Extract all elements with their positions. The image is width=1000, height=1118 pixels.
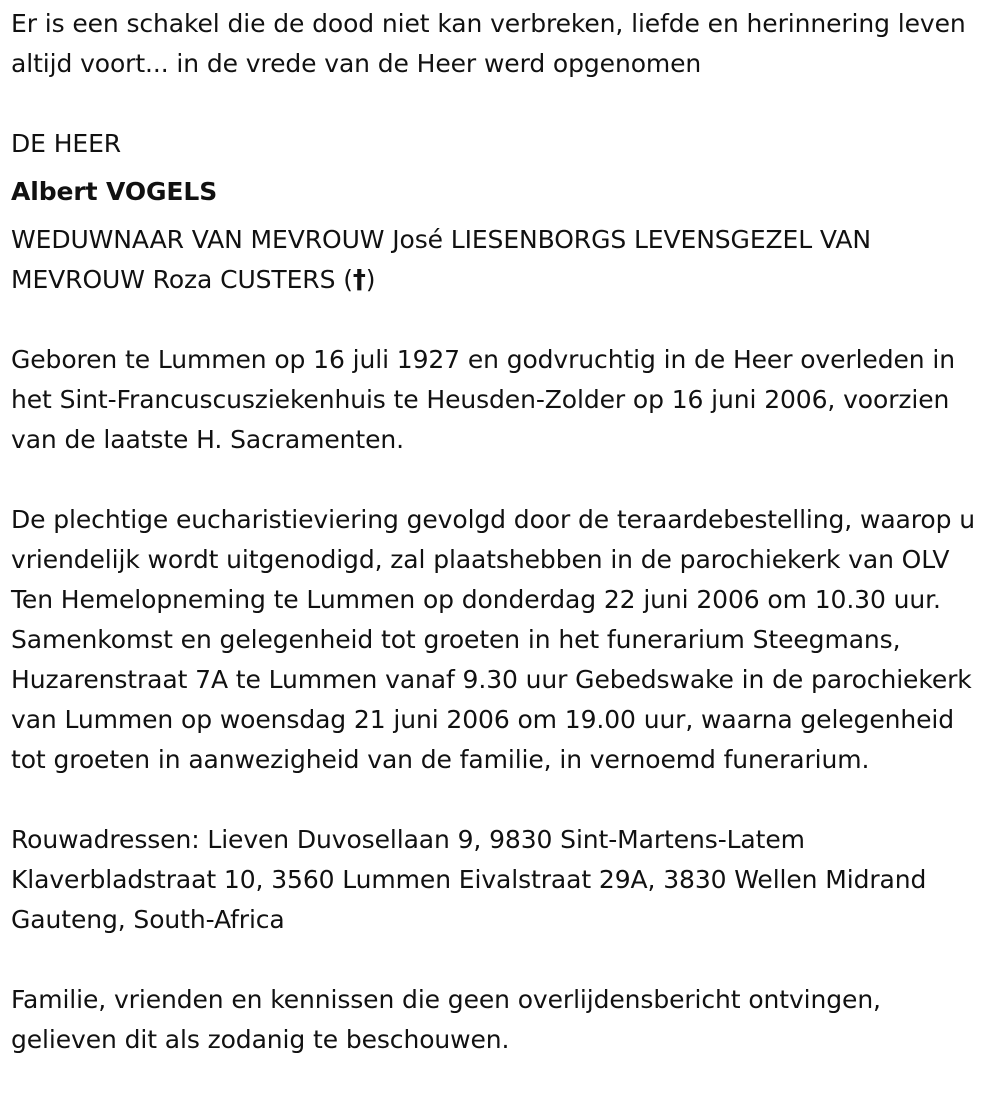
spacer-small	[11, 212, 990, 220]
cross-icon: †	[352, 265, 366, 295]
closing-text: Familie, vrienden en kennissen die geen overlijdensbericht ontvingen, gelieven dit als zodanig te beschouwen.	[11, 985, 881, 1054]
relations-prefix: WEDUWNAAR VAN MEVROUW José LIESENBORGS LEVENSGEZEL VAN MEVROUW Roza CUSTERS (	[11, 225, 871, 294]
spacer	[11, 940, 990, 980]
spacer	[11, 780, 990, 820]
spacer	[11, 84, 990, 124]
birth-death-text: Geboren te Lummen op 16 juli 1927 en godvruchtig in de Heer overleden in het Sint-Francuscusziekenhuis te Heusden-Zolder op 16 juni 2006, voorzien van de laatste H. Sacramenten.	[11, 345, 955, 454]
ceremony-text: De plechtige eucharistieviering gevolgd door de teraardebestelling, waarop u vriendelijk wordt uitgenodigd, zal plaatshebben in de parochiekerk van OLV Ten Hemelopneming te Lummen op donderdag 22 juni 2006 om 10.30 uur. Samenkomst en gelegenheid tot groeten in het funerarium Steegmans, Huzarenstraat 7A te Lummen vanaf 9.30 uur Gebedswake in de parochiekerk van Lummen op woensdag 21 juni 2006 om 19.00 uur, waarna gelegenheid tot groeten in aanwezigheid van de familie, in vernoemd funerarium.	[11, 505, 975, 774]
deceased-name: Albert VOGELS	[11, 177, 218, 206]
intro-text: Er is een schakel die de dood niet kan verbreken, liefde en herinnering leven altijd voort... in de vrede van de Heer werd opgenomen	[11, 9, 966, 78]
addresses-text: Rouwadressen: Lieven Duvosellaan 9, 9830 Sint-Martens-Latem Klaverbladstraat 10, 3560 Lummen Eivalstraat 29A, 3830 Wellen Midrand Gauteng, South-Africa	[11, 825, 927, 934]
relations-suffix: )	[365, 265, 376, 294]
spacer	[11, 460, 990, 500]
spacer-small	[11, 164, 990, 172]
title-text: DE HEER	[11, 129, 122, 158]
relations-text	[11, 220, 990, 300]
spacer	[11, 300, 990, 340]
